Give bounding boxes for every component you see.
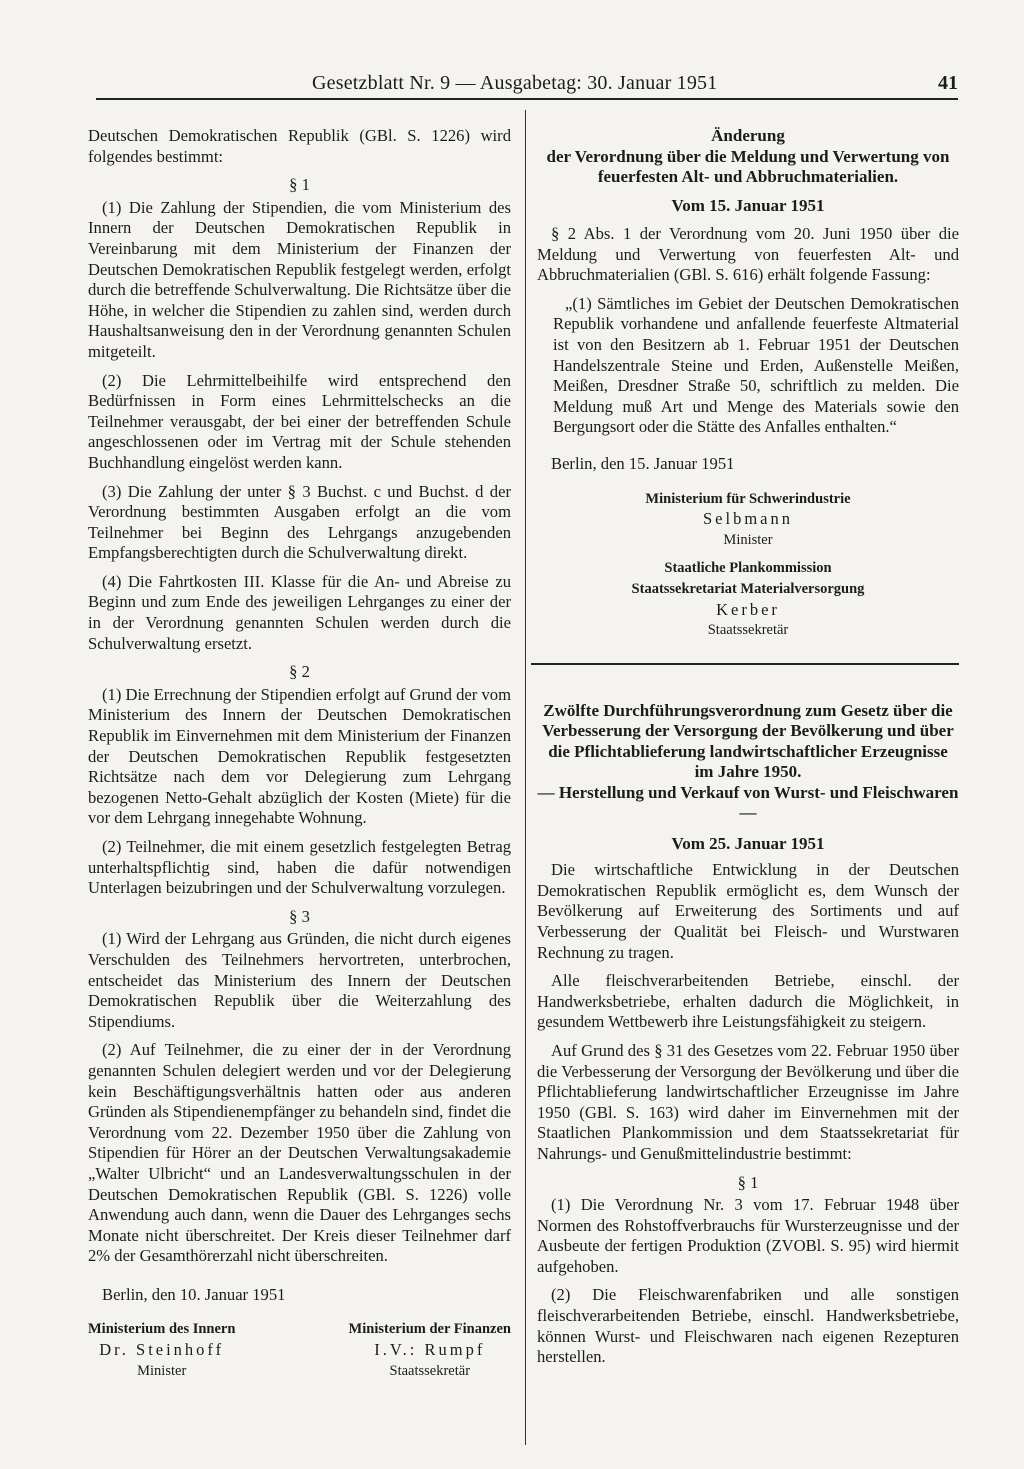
paragraph: (2) Die Lehrmittelbeihilfe wird entsprechend den Bedürfnissen in Form eines Lehrmittelschecks an die Teilnehmer verausgabt, der bei einer der betreffenden Schule angeschlossenen oder im Vertrag mit der Schule stehenden Buchhandlung eingelöst werden kann. [88, 370, 511, 472]
paragraph: (4) Die Fahrtkosten III. Klasse für die An- und Abreise zu Beginn und zum Ende des jeweiligen Lehrganges zu einer der in der Verordnung genannten Schulen werden durch die Schulverwaltung ersetzt. [88, 571, 511, 653]
right-column [537, 126, 959, 1368]
signature-org: Staatliche Plankommission [664, 560, 832, 577]
signature-name: Dr. Steinhoff [99, 1340, 225, 1360]
signatures [537, 489, 959, 641]
paragraph: (1) Die Zahlung der Stipendien, die vom Ministerium des Innern der Deutschen Demokratischen Republik in Vereinbarung mit dem Ministerium der Finanzen der Deutschen Demokratischen Republik festgelegt werden, erfolgt durch die betreffende Schulverwaltung. Die Richtsätze über die Höhe, in welcher die Stipendien zu zahlen sind, werden durch Haushaltsanweisung den in der Verordnung genannten Schulen mitgeteilt. [88, 197, 511, 361]
page-number: 41 [938, 72, 958, 94]
signature-org: Ministerium der Finanzen [348, 1321, 511, 1338]
signature-role: Staatssekretär [707, 622, 789, 639]
signature-block [88, 1319, 235, 1381]
column-divider [525, 110, 526, 1445]
article-title: der Verordnung über die Meldung und Verwertung von feuerfesten Alt- und Abbruchmaterialien. [546, 146, 950, 186]
article-subtitle: — Herstellung und Verkauf von Wurst- und Fleischwaren — [537, 782, 959, 823]
place-date: Berlin, den 10. Januar 1951 [102, 1284, 286, 1304]
article-date: Vom 15. Januar 1951 [671, 195, 825, 215]
intro-text: Deutschen Demokratischen Republik (GBl. S. 1226) wird folgendes bestimmt: [88, 126, 511, 166]
left-column [88, 126, 511, 1381]
article-title: Zwölfte Durchführungsverordnung zum Gesetz über die Verbesserung der Versorgung der Bevölkerung und über die Pflichtablieferung landwirtschaftlicher Erzeugnisse im Jahre 1950. [542, 700, 954, 782]
paragraph: Die wirtschaftliche Entwicklung in der Deutschen Demokratischen Republik ermöglicht es, dem Wunsch der Bevölkerung auf Erweiterung des Sortiments und auf Verbesserung der Qualität bei Fleisch- und Wurstwaren Rechnung zu tragen. [537, 860, 959, 962]
signature-org: Staatssekretariat Materialversorgung [631, 580, 865, 597]
paragraph: (2) Auf Teilnehmer, die zu einer der in der Verordnung genannten Schulen delegiert werden und vor der Delegierung kein Beschäftigungsverhältnis hatten oder aus anderen Gründen als Stipendienempfänger zu behandeln sind, findet die Verordnung vom 22. Dezember 1950 über die Zahlung von Stipendien für Hörer an der Deutschen Verwaltungsakademie „Walter Ulbricht“ und an Landesverwaltungsschulen in der Deutschen Demokratischen Republik (GBl. S. 1226) volle Anwendung auch dann, wenn die Dauer des Lehrganges sechs Monate nicht überschreitet. Der Kreis dieser Teilnehmer darf 2% der Gesamthörerzahl nicht überschreiten. [88, 1040, 511, 1266]
signature-name: Selbmann [703, 509, 793, 529]
paragraph: (2) Die Fleischwarenfabriken und alle sonstigen fleischverarbeitenden Betriebe, einschl. Handwerksbetriebe, können Wurst- und Fleischwaren nach eigenen Rezepturen herstellen. [537, 1285, 959, 1367]
article-date: Vom 25. Januar 1951 [671, 833, 825, 853]
section-divider [531, 663, 959, 665]
place-date: Berlin, den 15. Januar 1951 [551, 453, 735, 473]
paragraph: § 2 Abs. 1 der Verordnung vom 20. Juni 1950 über die Meldung und Verwertung von feuerfesten Alt- und Abbruchmaterialien (GBl. S. 616) erhält folgende Fassung: [537, 224, 959, 285]
signature-name: I.V.: Rumpf [374, 1340, 486, 1360]
paragraph: (1) Die Verordnung Nr. 3 vom 17. Februar 1948 über Normen des Rohstoffverbrauchs für Wursterzeugnisse und der Ausbeute der fertigen Produktion (ZVOBl. S. 95) wird hiermit aufgehoben. [537, 1195, 959, 1276]
paragraph: (3) Die Zahlung der unter § 3 Buchst. c und Buchst. d der Verordnung bestimmten Ausgaben erfolgt an die vom Teilnehmer bei Beginn des Lehrgangs anzugebenden Empfangsberechtigten durch die Schulverwaltung direkt. [88, 481, 511, 563]
paragraph: (2) Teilnehmer, die mit einem gesetzlich festgelegten Betrag unterhaltspflichtig sind, haben die dafür notwendigen Unterlagen beizubringen und der Schulverwaltung vorzulegen. [88, 837, 511, 898]
paragraph: Alle fleischverarbeitenden Betriebe, einschl. der Handwerksbetriebe, erhalten dadurch die Möglichkeit, in gesundem Wettbewerb ihre Leistungsfähigkeit zu steigern. [537, 971, 959, 1032]
signature-role: Minister [137, 1362, 187, 1379]
paragraph: (1) Wird der Lehrgang aus Gründen, die nicht durch eigenes Verschulden des Teilnehmers hervortreten, unterbrochen, entscheidet das Ministerium des Innern der Deutschen Demokratischen Republik über die Weiterzahlung des Stipendiums. [88, 929, 511, 1031]
signature-org: Ministerium des Innern [88, 1321, 236, 1338]
signature-name: Kerber [716, 599, 780, 619]
section-heading: § 2 [289, 662, 310, 682]
section-heading: § 3 [289, 906, 310, 926]
signature-role: Staatssekretär [389, 1362, 471, 1379]
paragraph: Auf Grund des § 31 des Gesetzes vom 22. Februar 1950 über die Verbesserung der Versorgung der Bevölkerung und über die Pflichtablieferung landwirtschaftlicher Erzeugnisse im Jahre 1950 (GBl. S. 163) wird daher im Einvernehmen mit der Staatlichen Plankommission und dem Staatssekretariat für Nahrungs- und Genußmittelindustrie bestimmt: [537, 1040, 959, 1163]
article-title: Änderung [711, 126, 785, 145]
signature-org: Ministerium für Schwerindustrie [645, 490, 851, 507]
signature-role: Minister [723, 531, 773, 548]
paragraph: (1) Die Errechnung der Stipendien erfolgt auf Grund der vom Ministerium des Innern der Deutschen Demokratischen Republik im Einvernehmen mit dem Ministerium der Finanzen der Deutschen Demokratischen Republik festgesetzten Richtsätze nach dem vor Delegierung zum Lehrgang bezogenen Netto-Gehalt abzüglich der Kosten (Miete) für die vor dem Lehrgang innegehabte Wohnung. [88, 684, 511, 828]
section-heading: § 1 [737, 1172, 759, 1192]
quoted-paragraph: „(1) Sämtliches im Gebiet der Deutschen Demokratischen Republik vorhandene und anfallende feuerfeste Altmaterial ist von den Besitzern ab 1. Februar 1951 der Deutschen Handelszentrale Steine und Erden, Außenstelle Meißen, Meißen, Dresdner Straße 50, schriftlich zu melden. Die Meldung muß Art und Menge des Materials sowie den Bergungsort oder die Stätte des Anfalles enthalten.“ [553, 293, 959, 437]
header-title: Gesetzblatt Nr. 9 — Ausgabetag: 30. Januar 1951 [312, 72, 718, 94]
signature-block [349, 1319, 511, 1381]
section-heading: § 1 [289, 175, 310, 195]
page-header [96, 72, 958, 100]
signatures [88, 1319, 511, 1381]
